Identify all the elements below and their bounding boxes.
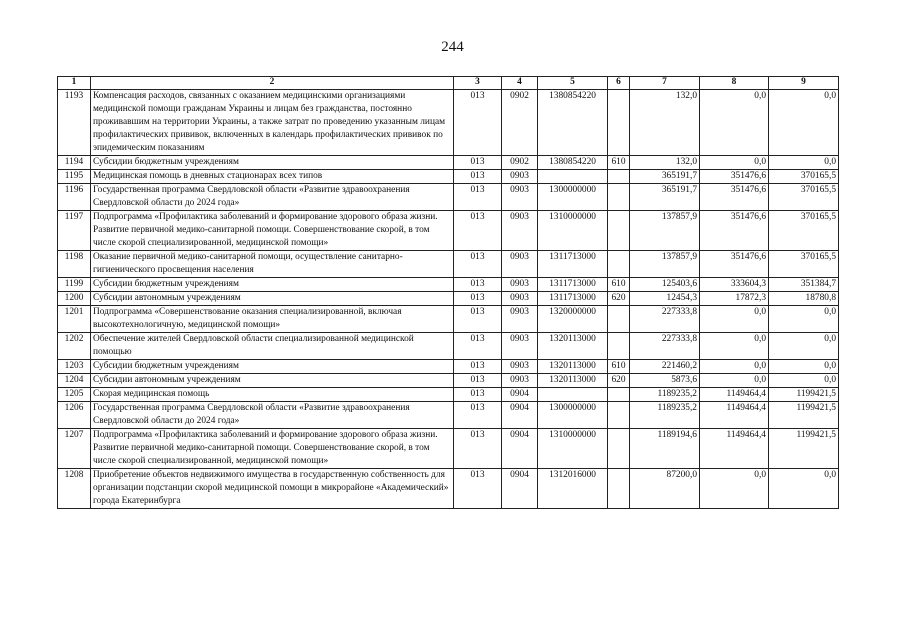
target-article-code: 1320000000 <box>538 306 608 333</box>
row-name: Субсидии автономным учреждениям <box>91 374 454 388</box>
amount-col-7: 87200,0 <box>630 469 700 509</box>
target-article-code: 1310000000 <box>538 211 608 251</box>
amount-col-7: 365191,7 <box>630 170 700 184</box>
expense-type-code: 620 <box>608 292 630 306</box>
target-article-code: 1320113000 <box>538 333 608 360</box>
column-header: 9 <box>769 77 839 90</box>
amount-col-8: 0,0 <box>700 156 769 170</box>
table-row <box>58 469 839 509</box>
amount-col-8: 1149464,4 <box>700 388 769 402</box>
section-code: 0903 <box>502 170 538 184</box>
expense-type-code <box>608 429 630 469</box>
amount-col-9: 0,0 <box>769 156 839 170</box>
ministry-code: 013 <box>454 374 502 388</box>
ministry-code: 013 <box>454 469 502 509</box>
ministry-code: 013 <box>454 211 502 251</box>
expense-type-code <box>608 251 630 278</box>
header-row <box>58 77 839 90</box>
amount-col-8: 0,0 <box>700 333 769 360</box>
target-article-code: 1320113000 <box>538 374 608 388</box>
section-code: 0903 <box>502 184 538 211</box>
target-article-code: 1312016000 <box>538 469 608 509</box>
section-code: 0903 <box>502 251 538 278</box>
amount-col-7: 365191,7 <box>630 184 700 211</box>
row-name: Субсидии автономным учреждениям <box>91 292 454 306</box>
amount-col-7: 132,0 <box>630 90 700 156</box>
expense-type-code <box>608 402 630 429</box>
expense-type-code <box>608 170 630 184</box>
amount-col-9: 370165,5 <box>769 251 839 278</box>
section-code: 0903 <box>502 278 538 292</box>
amount-col-8: 0,0 <box>700 469 769 509</box>
section-code: 0902 <box>502 90 538 156</box>
section-code: 0904 <box>502 429 538 469</box>
amount-col-8: 17872,3 <box>700 292 769 306</box>
amount-col-7: 125403,6 <box>630 278 700 292</box>
ministry-code: 013 <box>454 90 502 156</box>
amount-col-9: 351384,7 <box>769 278 839 292</box>
row-name: Приобретение объектов недвижимого имущества в государственную собственность для организации подстанции скорой медицинской помощи в микрорайоне «Академический» города Екатеринбурга <box>91 469 454 509</box>
row-number: 1199 <box>58 278 91 292</box>
row-name: Обеспечение жителей Свердловской области специализированной медицинской помощью <box>91 333 454 360</box>
ministry-code: 013 <box>454 333 502 360</box>
row-number: 1205 <box>58 388 91 402</box>
section-code: 0903 <box>502 360 538 374</box>
row-name: Субсидии бюджетным учреждениям <box>91 278 454 292</box>
table-row <box>58 333 839 360</box>
amount-col-7: 137857,9 <box>630 251 700 278</box>
column-header: 2 <box>91 77 454 90</box>
amount-col-9: 1199421,5 <box>769 429 839 469</box>
amount-col-9: 0,0 <box>769 306 839 333</box>
table-row <box>58 156 839 170</box>
column-header: 5 <box>538 77 608 90</box>
amount-col-7: 221460,2 <box>630 360 700 374</box>
amount-col-7: 132,0 <box>630 156 700 170</box>
section-code: 0904 <box>502 402 538 429</box>
amount-col-9: 1199421,5 <box>769 402 839 429</box>
section-code: 0904 <box>502 388 538 402</box>
expense-type-code <box>608 306 630 333</box>
target-article-code: 1311713000 <box>538 292 608 306</box>
amount-col-8: 333604,3 <box>700 278 769 292</box>
section-code: 0903 <box>502 306 538 333</box>
amount-col-9: 370165,5 <box>769 211 839 251</box>
target-article-code <box>538 388 608 402</box>
amount-col-9: 0,0 <box>769 360 839 374</box>
amount-col-8: 351476,6 <box>700 184 769 211</box>
row-number: 1196 <box>58 184 91 211</box>
section-code: 0903 <box>502 292 538 306</box>
amount-col-8: 351476,6 <box>700 251 769 278</box>
row-number: 1202 <box>58 333 91 360</box>
row-name: Подпрограмма «Профилактика заболеваний и формирование здорового образа жизни. Развитие первичной медико-санитарной помощи. Совершенствование скорой, в том числе скорой специализированной, медицинской помощи» <box>91 429 454 469</box>
target-article-code: 1380854220 <box>538 156 608 170</box>
amount-col-7: 1189194,6 <box>630 429 700 469</box>
column-header: 3 <box>454 77 502 90</box>
row-name: Медицинская помощь в дневных стационарах всех типов <box>91 170 454 184</box>
row-name: Государственная программа Свердловской области «Развитие здравоохранения Свердловской области до 2024 года» <box>91 184 454 211</box>
column-header: 7 <box>630 77 700 90</box>
ministry-code: 013 <box>454 251 502 278</box>
amount-col-9: 370165,5 <box>769 184 839 211</box>
ministry-code: 013 <box>454 360 502 374</box>
row-number: 1197 <box>58 211 91 251</box>
amount-col-8: 1149464,4 <box>700 429 769 469</box>
target-article-code <box>538 170 608 184</box>
amount-col-8: 1149464,4 <box>700 402 769 429</box>
expense-type-code <box>608 388 630 402</box>
row-name: Скорая медицинская помощь <box>91 388 454 402</box>
amount-col-7: 227333,8 <box>630 333 700 360</box>
row-name: Субсидии бюджетным учреждениям <box>91 360 454 374</box>
ministry-code: 013 <box>454 170 502 184</box>
table-row <box>58 90 839 156</box>
target-article-code: 1310000000 <box>538 429 608 469</box>
row-number: 1206 <box>58 402 91 429</box>
amount-col-7: 1189235,2 <box>630 388 700 402</box>
amount-col-7: 12454,3 <box>630 292 700 306</box>
column-header: 1 <box>58 77 91 90</box>
expense-type-code <box>608 469 630 509</box>
target-article-code: 1320113000 <box>538 360 608 374</box>
amount-col-8: 0,0 <box>700 306 769 333</box>
table-row <box>58 402 839 429</box>
section-code: 0904 <box>502 469 538 509</box>
expense-type-code <box>608 90 630 156</box>
table-row <box>58 429 839 469</box>
amount-col-8: 0,0 <box>700 90 769 156</box>
row-number: 1204 <box>58 374 91 388</box>
ministry-code: 013 <box>454 388 502 402</box>
expense-type-code: 610 <box>608 360 630 374</box>
target-article-code: 1311713000 <box>538 251 608 278</box>
budget-table <box>57 76 839 509</box>
amount-col-7: 227333,8 <box>630 306 700 333</box>
amount-col-8: 0,0 <box>700 374 769 388</box>
row-number: 1203 <box>58 360 91 374</box>
row-number: 1193 <box>58 90 91 156</box>
target-article-code: 1300000000 <box>538 184 608 211</box>
expense-type-code: 620 <box>608 374 630 388</box>
ministry-code: 013 <box>454 306 502 333</box>
row-name: Государственная программа Свердловской области «Развитие здравоохранения Свердловской области до 2024 года» <box>91 402 454 429</box>
expense-type-code <box>608 184 630 211</box>
expense-type-code: 610 <box>608 278 630 292</box>
expense-type-code: 610 <box>608 156 630 170</box>
row-name: Субсидии бюджетным учреждениям <box>91 156 454 170</box>
amount-col-7: 5873,6 <box>630 374 700 388</box>
section-code: 0903 <box>502 374 538 388</box>
table-row <box>58 170 839 184</box>
amount-col-9: 18780,8 <box>769 292 839 306</box>
table-row <box>58 306 839 333</box>
table-row <box>58 251 839 278</box>
section-code: 0903 <box>502 211 538 251</box>
section-code: 0903 <box>502 333 538 360</box>
ministry-code: 013 <box>454 402 502 429</box>
column-header: 4 <box>502 77 538 90</box>
target-article-code: 1311713000 <box>538 278 608 292</box>
row-number: 1194 <box>58 156 91 170</box>
expense-type-code <box>608 333 630 360</box>
expense-type-code <box>608 211 630 251</box>
amount-col-9: 0,0 <box>769 374 839 388</box>
row-number: 1207 <box>58 429 91 469</box>
amount-col-9: 0,0 <box>769 469 839 509</box>
column-header: 6 <box>608 77 630 90</box>
row-number: 1195 <box>58 170 91 184</box>
ministry-code: 013 <box>454 429 502 469</box>
target-article-code: 1380854220 <box>538 90 608 156</box>
target-article-code: 1300000000 <box>538 402 608 429</box>
table-row <box>58 374 839 388</box>
row-name: Подпрограмма «Совершенствование оказания специализированной, включая высокотехнологичную, медицинской помощи» <box>91 306 454 333</box>
row-number: 1200 <box>58 292 91 306</box>
amount-col-8: 351476,6 <box>700 211 769 251</box>
amount-col-7: 1189235,2 <box>630 402 700 429</box>
table-row <box>58 388 839 402</box>
table-row <box>58 184 839 211</box>
table-row <box>58 360 839 374</box>
amount-col-9: 0,0 <box>769 333 839 360</box>
table-row <box>58 292 839 306</box>
row-name: Подпрограмма «Профилактика заболеваний и формирование здорового образа жизни. Развитие первичной медико-санитарной помощи. Совершенствование скорой, в том числе скорой специализированной, медицинской помощи» <box>91 211 454 251</box>
row-name: Оказание первичной медико-санитарной помощи, осуществление санитарно-гигиенического просвещения населения <box>91 251 454 278</box>
table-row <box>58 278 839 292</box>
row-number: 1208 <box>58 469 91 509</box>
ministry-code: 013 <box>454 292 502 306</box>
row-number: 1198 <box>58 251 91 278</box>
row-number: 1201 <box>58 306 91 333</box>
amount-col-8: 0,0 <box>700 360 769 374</box>
section-code: 0902 <box>502 156 538 170</box>
amount-col-7: 137857,9 <box>630 211 700 251</box>
amount-col-8: 351476,6 <box>700 170 769 184</box>
ministry-code: 013 <box>454 278 502 292</box>
row-name: Компенсация расходов, связанных с оказанием медицинскими организациями медицинской помощи гражданам Украины и лицам без гражданства, постоянно проживавшим на территории Украины, а также затрат по проведению указанным лицам профилактических прививок, включенных в календарь профилактических прививок по эпидемическим показаниям <box>91 90 454 156</box>
table-row <box>58 211 839 251</box>
column-header: 8 <box>700 77 769 90</box>
amount-col-9: 370165,5 <box>769 170 839 184</box>
amount-col-9: 1199421,5 <box>769 388 839 402</box>
ministry-code: 013 <box>454 184 502 211</box>
amount-col-9: 0,0 <box>769 90 839 156</box>
page-number: 244 <box>441 39 464 55</box>
ministry-code: 013 <box>454 156 502 170</box>
